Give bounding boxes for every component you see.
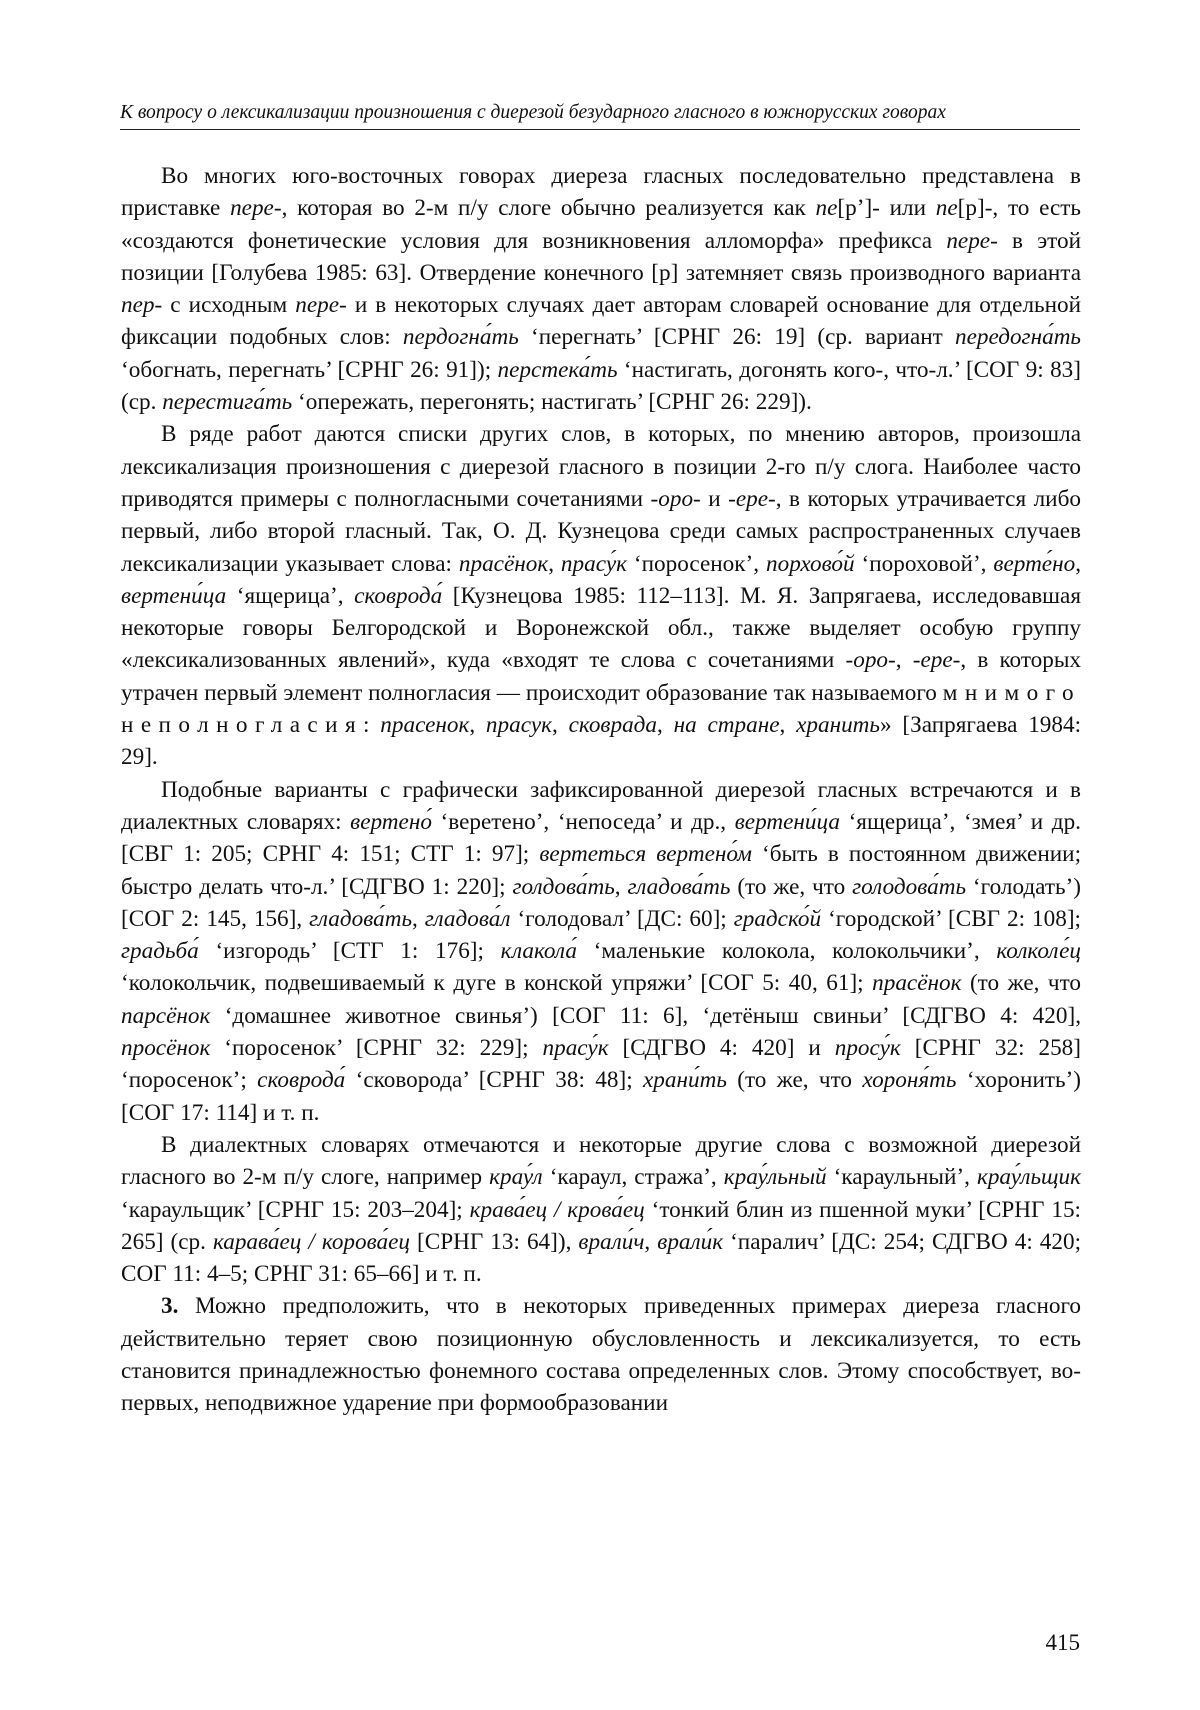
- text-run: ‘поросенок’,: [626, 550, 767, 577]
- paragraph: [121, 418, 1081, 773]
- italic-term: градско́й: [733, 905, 822, 932]
- text-run: и: [700, 485, 729, 512]
- text-run: ‘ящерица’, ‘змея’ и др. [СВГ 1: 205; СРНГ 4: 151; СТГ 1: 97];: [121, 808, 1081, 868]
- italic-term: крава́ец / крова́ец: [469, 1196, 645, 1223]
- text-run: ‘хоронить’) [СОГ 17: 114] и т. п.: [121, 1067, 1081, 1126]
- italic-term: пе: [935, 195, 958, 222]
- text-run: ‘ящерица’,: [226, 582, 355, 609]
- italic-term: -ере-: [728, 485, 776, 512]
- text-run: ‘веретено’, ‘непоседа’ и др.,: [431, 808, 735, 835]
- italic-term: вертени́ца: [121, 582, 227, 609]
- text-run: ,: [614, 873, 628, 900]
- text-run: ‘караул, стража’,: [542, 1164, 724, 1191]
- text-run: ‘сковорода’ [СРНГ 38: 48];: [345, 1067, 644, 1094]
- italic-term: врали́к: [657, 1228, 724, 1255]
- text-run: ‘перегнать’ [СРНГ 26: 19] (ср. вариант: [518, 324, 956, 351]
- italic-term: гладова́ть: [309, 905, 413, 932]
- italic-term: пере-: [295, 292, 347, 319]
- paragraph: [121, 1129, 1081, 1290]
- text-run: в этой позиции [Голубева 1985: 63]. Отвердение конечного [р] затемняет связь производного варианта: [121, 227, 1081, 286]
- text-run: ,: [895, 647, 913, 674]
- text-run: ‘поросенок’ [СРНГ 32: 229];: [210, 1035, 543, 1062]
- italic-term: верте́но: [993, 550, 1076, 577]
- italic-term: сковрада: [568, 712, 657, 739]
- text-run: ,: [1075, 550, 1081, 577]
- italic-term: пе: [815, 195, 838, 222]
- italic-term: карава́ец / корова́ец: [212, 1228, 411, 1255]
- italic-term: -ере-: [912, 647, 961, 674]
- text-run: ,: [644, 1228, 658, 1255]
- text-run: (то же, что: [730, 873, 853, 900]
- italic-term: градьба́: [121, 938, 199, 965]
- text-run: , в которых утрачен первый элемент полногласия — происходит образование так называемого: [121, 647, 1082, 706]
- italic-term: пере-: [946, 227, 998, 254]
- text-run: [р’]- или: [837, 195, 936, 222]
- text-run: (то же, что: [726, 1067, 863, 1094]
- text-run: ‘караульный’,: [826, 1164, 977, 1191]
- italic-term: клакола́: [500, 938, 577, 965]
- text-run: ,: [412, 905, 425, 932]
- italic-term: прасёнок: [458, 550, 549, 577]
- italic-term: порхово́й: [766, 550, 855, 577]
- text-run: ‘домашнее животное свинья’) [СОГ 11: 6], ‘детёныш свиньи’ [СДГВО 4: 420],: [210, 1002, 1081, 1029]
- text-run: ,: [779, 712, 797, 739]
- italic-term: передогна́ть: [955, 324, 1081, 351]
- text-run: [Кузнецова 1985: 112–113]. М. Я. Запрягаева, исследовавшая некоторые говоры Белгородской и Воронежской обл., также выделяет особую группу «лексикализованных явлений», куда «входят те слова с сочетаниями: [121, 582, 1081, 674]
- italic-term: парсёнок: [121, 1002, 211, 1029]
- italic-term: пердогна́ть: [402, 324, 519, 351]
- text-run: :: [363, 712, 381, 739]
- italic-term: просёнок: [121, 1035, 211, 1062]
- italic-term: -оро-: [845, 647, 896, 674]
- italic-term: прасу́к: [542, 1035, 609, 1062]
- italic-term: крау́льщик: [976, 1164, 1081, 1191]
- italic-term: гладова́ть: [627, 873, 731, 900]
- italic-term: -оро-: [650, 485, 701, 512]
- italic-term: перестига́ть: [162, 389, 293, 416]
- text-run: В диалектных словарях отмечаются и некоторые другие слова с возможной диерезой гласного во 2-м п/у слоге, например: [121, 1131, 1081, 1191]
- italic-term: колколе́ц: [996, 938, 1081, 965]
- italic-term: прасук: [485, 712, 552, 739]
- italic-term: пер-: [121, 292, 163, 319]
- italic-term: хороня́ть: [862, 1067, 957, 1094]
- italic-term: крау́льный: [723, 1164, 827, 1191]
- text-run: ‘голодовал’ [ДС: 60];: [510, 905, 734, 932]
- italic-term: храни́ть: [643, 1067, 727, 1094]
- italic-term: гладова́л: [424, 905, 511, 932]
- text-run: , которая во 2-м п/у слоге обычно реализуется как: [281, 195, 816, 222]
- text-run: ‘колокольчик, подвешиваемый к дуге в конской упряжи’ [СОГ 5: 40, 61];: [121, 970, 873, 997]
- text-run: ‘караульщик’ [СРНГ 15: 203–204];: [121, 1196, 470, 1223]
- text-run: с исходным: [162, 292, 296, 319]
- italic-term: на стране: [673, 712, 780, 739]
- text-run: [СРНГ 32: 258] ‘поросенок’;: [121, 1035, 1081, 1094]
- italic-term: голодова́ть: [852, 873, 966, 900]
- text-run: ,: [657, 712, 674, 739]
- text-run: [р]-, то есть «создаются фонетические условия для возникновения алломорфа» префикса: [121, 195, 1081, 254]
- italic-term: сковрода́: [257, 1067, 346, 1094]
- text-run: ,: [551, 712, 569, 739]
- text-run: ‘маленькие колокола, колокольчики’,: [576, 938, 997, 965]
- text-run: ,: [548, 550, 561, 577]
- italic-term: прасенок: [380, 712, 470, 739]
- text-run: ‘опережать, перегонять; настигать’ [СРНГ 26: 229]).: [292, 389, 812, 416]
- section-number: 3.: [161, 1293, 179, 1320]
- text-run: , в которых утрачивается либо первый, либо второй гласный. Так, О. Д. Кузнецова среди самых распространенных случаев лексикализации указывает слова:: [121, 485, 1081, 577]
- italic-term: пере-: [230, 195, 282, 222]
- text-run: и в некоторых случаях дает авторам словарей основание для отдельной фиксации подобных слов:: [121, 292, 1082, 351]
- italic-term: врали́ч: [578, 1228, 645, 1255]
- text-run: В ряде работ даются списки других слов, в которых, по мнению авторов, произошла лексикализация произношения с диерезой гласного в позиции 2-го п/у слога. Наиболее часто приводятся примеры с полногласными сочетаниями: [121, 421, 1081, 512]
- italic-term: просу́к: [834, 1035, 901, 1062]
- article-body: [121, 160, 1081, 1420]
- text-run: ‘паралич’ [ДС: 254; СДГВО 4: 420; СОГ 11: 4–5; СРНГ 31: 65–66] и т. п.: [121, 1228, 1082, 1288]
- text-run: ‘быть в постоянном движении; быстро делать что-л.’ [СДГВО 1: 220];: [121, 841, 1082, 900]
- text-run: Можно предположить, что в некоторых приведенных примерах диереза гласного действительно теряет свою позиционную обусловленность и лексикализуется, то есть становится принадлежностью фонемного состава определенных слов. Этому способствует, во-первых, неподвижное ударение при формообразовании: [121, 1293, 1081, 1417]
- italic-term: прасёнок: [872, 970, 962, 997]
- text-run: ‘голодать’) [СОГ 2: 145, 156],: [121, 873, 1082, 932]
- text-run: Подобные варианты с графически зафиксированной диерезой гласных встречаются и в диалектных словарях:: [121, 776, 1081, 835]
- text-run: Во многих юго-восточных говорах диереза гласных последовательно представлена в приставке: [121, 163, 1081, 222]
- text-run: ‘пороховой’,: [854, 550, 994, 577]
- paragraph: [121, 160, 1081, 418]
- paragraph: [121, 1290, 1081, 1419]
- italic-term: прасу́к: [560, 550, 627, 577]
- text-run: [СДГВО 4: 420] и: [608, 1035, 835, 1062]
- italic-term: голдова́ть: [512, 873, 615, 900]
- text-run: ‘тонкий блин из пшенной муки’ [СРНГ 15: 265] (ср.: [121, 1196, 1081, 1255]
- text-run: » [Запрягаева 1984: 29].: [121, 712, 1082, 771]
- italic-term: вертени́ца: [734, 808, 840, 835]
- spaced-term: мнимого неполногласия: [121, 679, 1081, 739]
- italic-term: перстека́ть: [497, 356, 618, 383]
- paragraph: [121, 774, 1081, 1129]
- text-run: (то же, что: [961, 970, 1081, 997]
- text-run: ‘городской’ [СВГ 2: 108];: [821, 905, 1081, 932]
- italic-term: сковрода́: [354, 582, 443, 609]
- text-run: ‘изгородь’ [СТГ 1: 176];: [198, 938, 501, 965]
- page-number: 415: [1045, 1630, 1080, 1655]
- italic-term: вертеться вертено́м: [539, 841, 752, 868]
- text-run: ,: [469, 712, 486, 739]
- running-head: К вопросу о лексикализации произношения с диерезой безударного гласного в южнорусских говорах: [120, 100, 1080, 130]
- italic-term: крау́л: [489, 1164, 543, 1191]
- text-run: [СРНГ 13: 64]),: [410, 1228, 579, 1255]
- italic-term: вертено́: [350, 808, 432, 835]
- text-run: ‘настигать, догонять кого-, что-л.’ [СОГ 9: 83] (ср.: [121, 356, 1081, 416]
- text-run: ‘обогнать, перегнать’ [СРНГ 26: 91]);: [121, 356, 498, 383]
- italic-term: хранить: [796, 712, 880, 739]
